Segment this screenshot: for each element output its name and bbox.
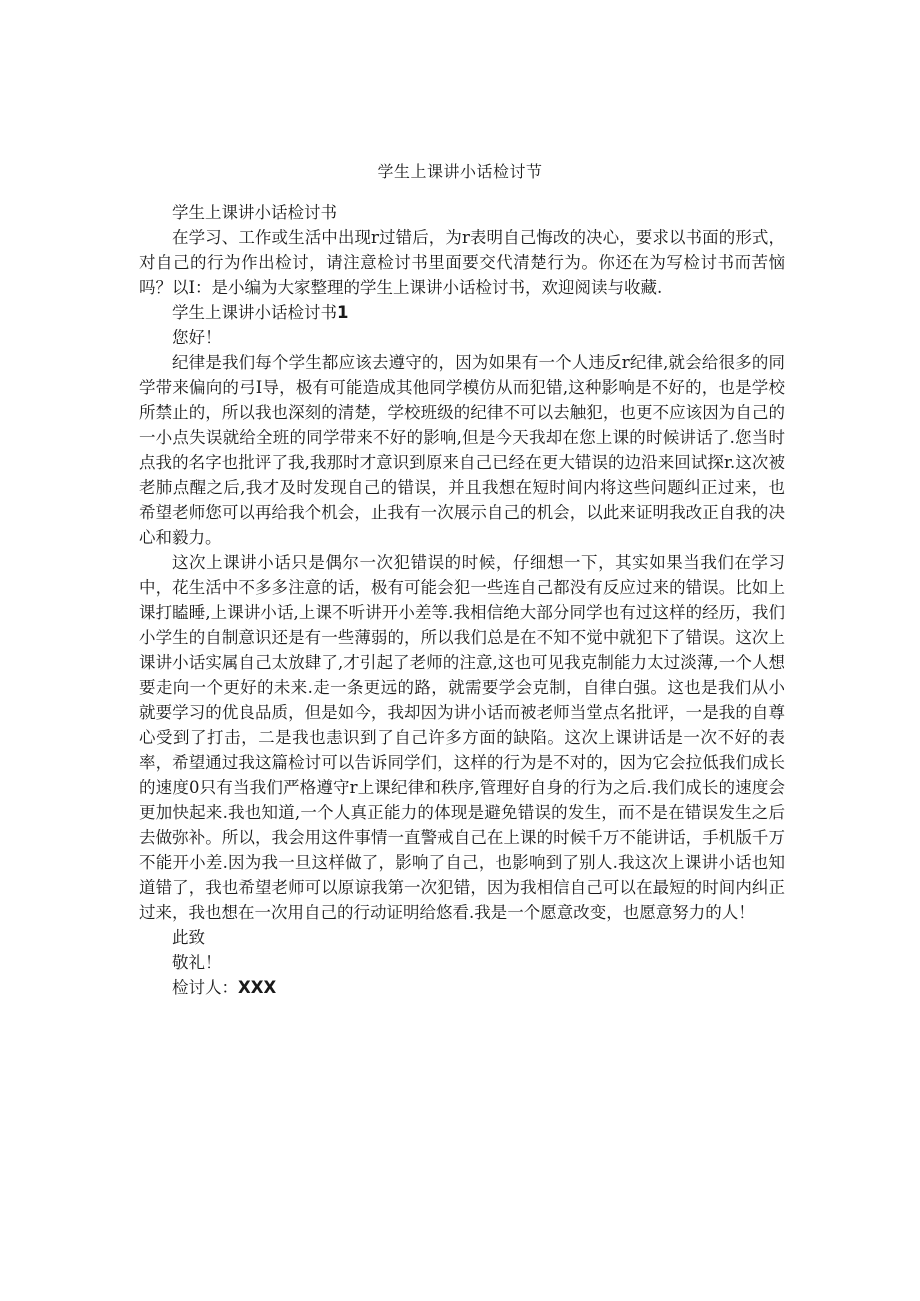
- document-title: 学生上课讲小话检讨节: [377, 162, 543, 181]
- document-subtitle: 学生上课讲小话检讨书: [172, 203, 337, 222]
- signature-line: [139, 975, 785, 1000]
- closing-regards: 敬礼！: [172, 953, 222, 972]
- signature-name: XXX: [238, 978, 277, 997]
- body-paragraph-1: 纪律是我们每个学生都应该去遵守的，因为如果有一个人违反r纪律,就会给很多的同学带来偏向的弓I导，极有可能造成其他同学模仿从而犯错,这种影响是不好的，也是学校所禁止的，所以我也深刻的清楚，学校班级的纪律不可以去触犯，也更不应该因为自己的一小点失误就给全班的同学带来不好的影响,但是今天我却在您上课的时候讲话了.您当时点我的名字也批评了我,我那时才意识到原来自己已经在更大错误的边沿来回试探r.这次被老肺点醒之后,我才及时发现自己的错误，并且我想在短时间内将这些问题纠正过来，也希望老师您可以再给我个机会，止我有一次展示自己的机会，以此来证明我改正自我的决心和毅力。: [139, 353, 785, 547]
- closing-salutation: 此致: [172, 928, 205, 947]
- signature-label: 检讨人：: [172, 978, 238, 997]
- greeting: 您好！: [172, 328, 222, 347]
- section-heading-text: 学生上课讲小话检讨书: [172, 303, 337, 322]
- body-paragraph-2: 这次上课讲小话只是偶尔一次犯错误的时候，仔细想一下，其实如果当我们在学习中，花生活中不多多注意的话，极有可能会犯一些连自己都没有反应过来的错误。比如上课打瞌睡,上课讲小话,上课不听讲开小差等.我相信绝大部分同学也有过这样的经历，我们小学生的自制意识还是有一些薄弱的，所以我们总是在不知不觉中就犯下了错误。这次上课讲小话实属自己太放肆了,才引起了老师的注意,这也可见我克制能力太过淡薄,一个人想要走向一个更好的未来.走一条更远的路，就需要学会克制，自律白强。这也是我们从小就要学习的优良品质，但是如今，我却因为讲小话而被老师当堂点名批评，一是我的自尊心受到了打击，二是我也恚识到了自己许多方面的缺陷。这次上课讲话是一次不好的表率，希望通过我这篇检讨可以告诉同学们，这样的行为是不对的，因为它会拉低我们成长的速度0只有当我们严格遵守r上课纪律和秩序,管理好自身的行为之后.我们成长的速度会更加快起来.我也知道,一个人真正能力的体现是避免错误的发生，而不是在错误发生之后去做弥补。所以，我会用这件事情一直警戒自己在上课的时候千万不能讲话，手机版千万不能开小差.因为我一旦这样做了，影响了自己，也影响到了别人.我这次上课讲小话也知道错了，我也希望老师可以原谅我第一次犯错，因为我相信自己可以在最短的时间内纠正过来，我也想在一次用自己的行动证明给悠看.我是一个愿意改变，也愿意努力的人！: [139, 553, 785, 922]
- intro-paragraph: 在学习、工作或生活中出现r过错后，为r表明自己悔改的决心，要求以书面的形式，对自己的行为作出检讨，请注意检讨书里面要交代清楚行为。你还在为写检讨书而苦恼吗？以I：是小编为大家整理的学生上课讲小话检讨书，欢迎阅读与收藏.: [139, 228, 785, 297]
- document-body: [139, 200, 785, 1000]
- section-heading: [139, 300, 785, 325]
- section-heading-number: 1: [337, 303, 349, 322]
